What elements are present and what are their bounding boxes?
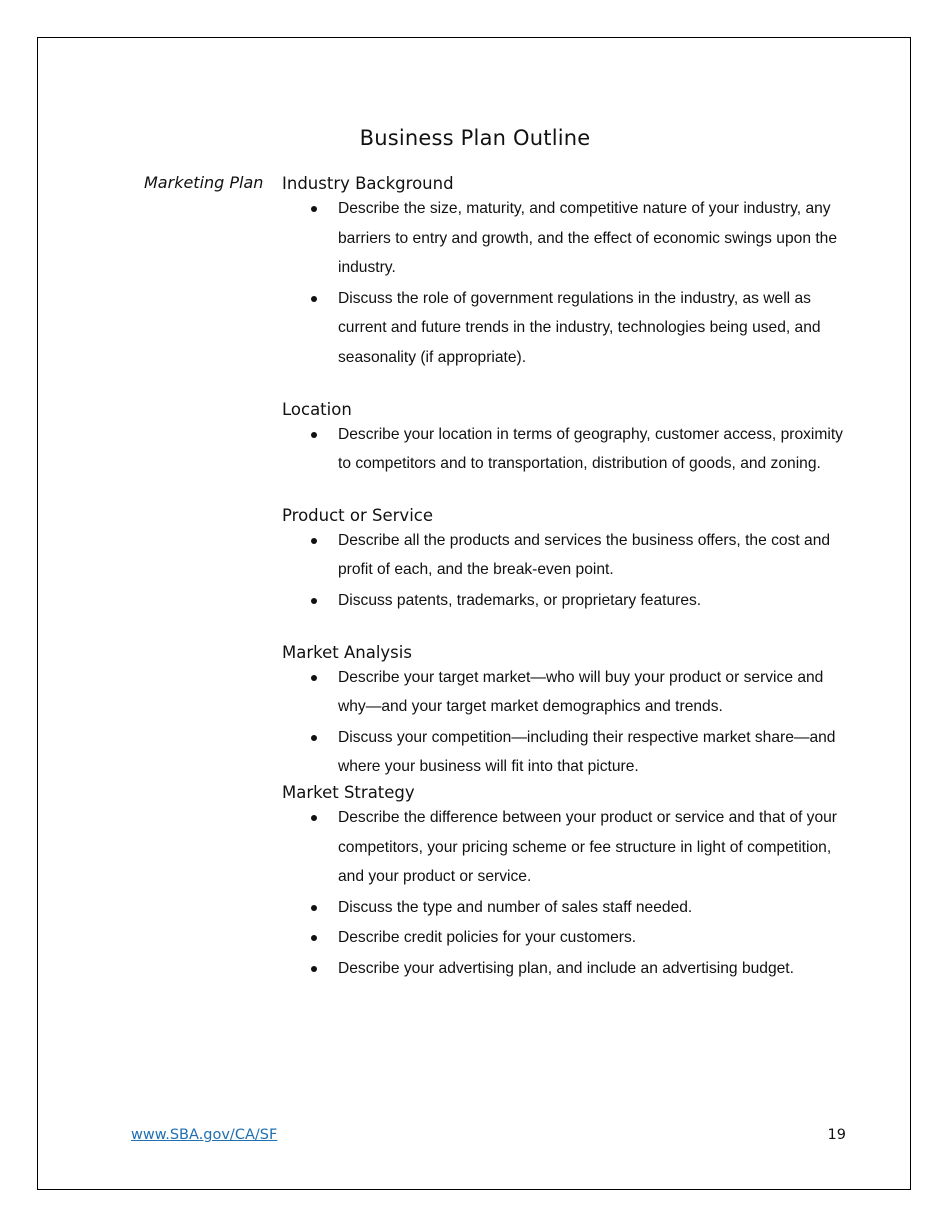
page-title: Business Plan Outline — [359, 126, 591, 150]
section-industry-background — [282, 173, 852, 373]
bullet-icon — [311, 432, 317, 438]
bullet-text: Describe your location in terms of geography, customer access, proximity to competitors and to transportation, distribution of goods, and zoning. — [338, 425, 843, 473]
bullet-icon — [311, 598, 317, 604]
bullet-item — [282, 663, 852, 722]
bullet-item — [282, 194, 852, 283]
bullet-item — [282, 803, 852, 892]
bullet-item — [282, 420, 852, 479]
bullet-item — [282, 893, 852, 923]
bullet-text: Discuss the role of government regulations in the industry, as well as current and future trends in the industry, technologies being used, and seasonality (if appropriate). — [338, 289, 821, 366]
bullet-text: Describe all the products and services the business offers, the cost and profit of each, and the break-even point. — [338, 531, 831, 579]
section-heading: Product or Service — [282, 505, 433, 525]
bullet-list — [282, 526, 852, 616]
bullet-text: Describe credit policies for your customers. — [338, 929, 637, 947]
bullet-item — [282, 923, 852, 953]
bullet-icon — [311, 296, 317, 302]
section-heading: Market Analysis — [282, 642, 412, 662]
bullet-list — [282, 420, 852, 479]
bullet-list — [282, 194, 852, 373]
bullet-item — [282, 526, 852, 585]
section-market-analysis — [282, 642, 852, 782]
footer-website-link[interactable]: www.SBA.gov/CA/SF — [131, 1127, 278, 1143]
bullet-icon — [311, 538, 317, 544]
section-heading: Market Strategy — [282, 782, 415, 802]
section-location — [282, 399, 852, 479]
bullet-icon — [311, 905, 317, 911]
bullet-item — [282, 723, 852, 782]
bullet-text: Discuss your competition—including their respective market share—and where your business will fit into that picture. — [338, 728, 836, 776]
bullet-icon — [311, 675, 317, 681]
bullet-item — [282, 284, 852, 373]
bullet-icon — [311, 935, 317, 941]
section-product-or-service — [282, 505, 852, 616]
bullet-item — [282, 586, 852, 616]
bullet-text: Discuss patents, trademarks, or proprietary features. — [338, 591, 702, 609]
bullet-item — [282, 954, 852, 984]
outline-content — [282, 173, 852, 983]
bullet-text: Describe the difference between your product or service and that of your competitors, your pricing scheme or fee structure in light of competition, and your product or service. — [338, 808, 837, 886]
bullet-text: Discuss the type and number of sales staff needed. — [338, 898, 693, 916]
bullet-text: Describe your target market—who will buy your product or service and why—and your target market demographics and trends. — [338, 668, 824, 716]
bullet-list — [282, 803, 852, 984]
bullet-icon — [311, 735, 317, 741]
side-label-marketing-plan: Marketing Plan — [144, 173, 264, 192]
bullet-list — [282, 663, 852, 782]
bullet-icon — [311, 966, 317, 972]
section-heading: Industry Background — [282, 174, 454, 193]
page-number: 19 — [827, 1127, 846, 1143]
bullet-icon — [311, 206, 317, 212]
section-market-strategy — [282, 782, 852, 984]
bullet-text: Describe your advertising plan, and include an advertising budget. — [338, 959, 794, 977]
section-heading: Location — [282, 399, 352, 419]
bullet-text: Describe the size, maturity, and competitive nature of your industry, any barriers to entry and growth, and the effect of economic swings upon the industry. — [338, 200, 837, 277]
bullet-icon — [311, 815, 317, 821]
